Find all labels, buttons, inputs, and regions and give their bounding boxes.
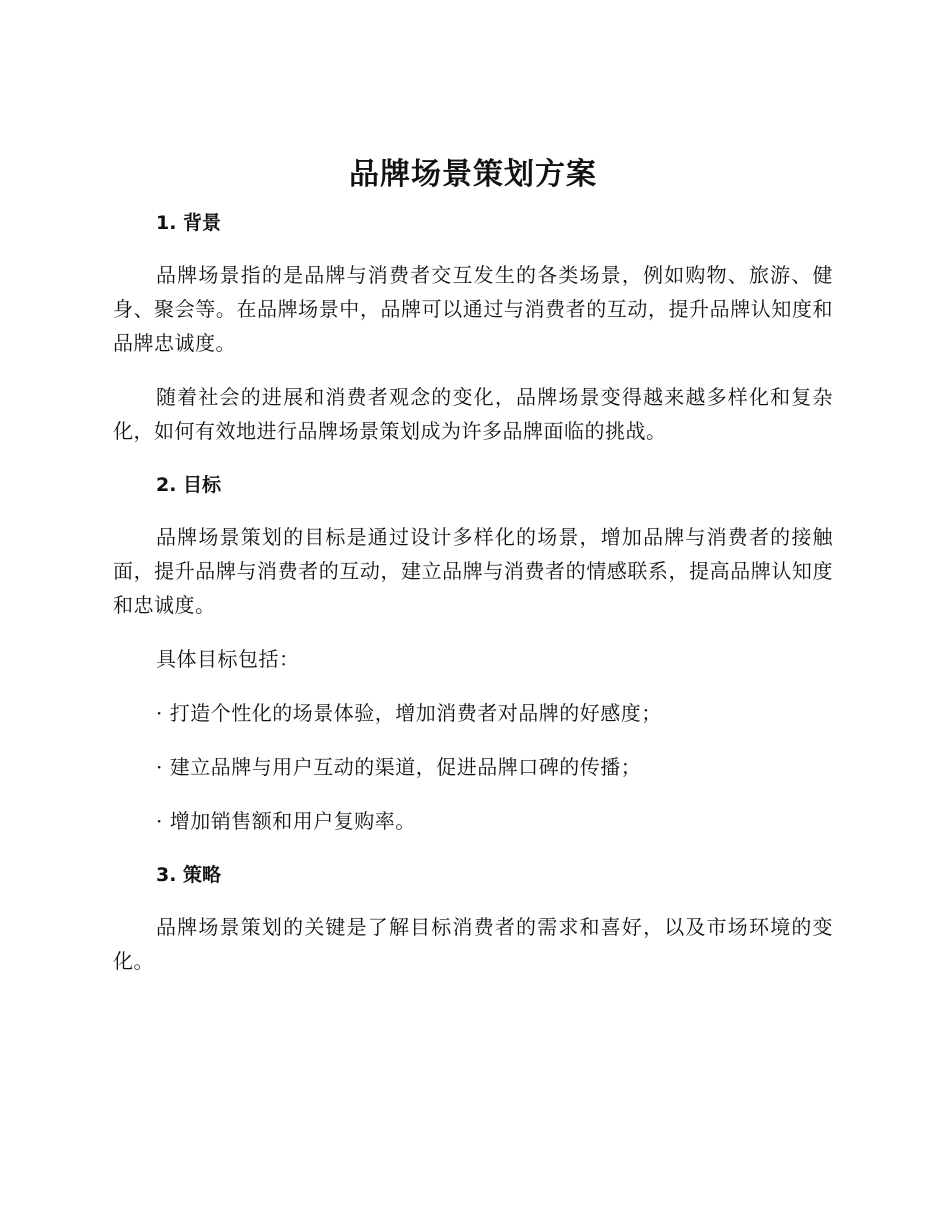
paragraph: 品牌场景策划的目标是通过设计多样化的场景，增加品牌与消费者的接触面，提升品牌与消费者的互动，建立品牌与消费者的情感联系，提高品牌认知度和忠诚度。 (113, 525, 833, 617)
list-item: · 打造个性化的场景体验，增加消费者对品牌的好感度； (156, 701, 662, 725)
paragraph: 品牌场景策划的关键是了解目标消费者的需求和喜好，以及市场环境的变化。 (113, 915, 833, 973)
paragraph: 随着社会的进展和消费者观念的变化，品牌场景变得越来越多样化和复杂化，如何有效地进行品牌场景策划成为许多品牌面临的挑战。 (113, 385, 833, 443)
paragraph: 品牌场景指的是品牌与消费者交互发生的各类场景，例如购物、旅游、健身、聚会等。在品牌场景中，品牌可以通过与消费者的互动，提升品牌认知度和品牌忠诚度。 (113, 263, 833, 355)
list-intro: 具体目标包括： (156, 647, 300, 671)
list-item: · 建立品牌与用户互动的渠道，促进品牌口碑的传播； (156, 755, 642, 779)
section-heading-background: 1. 背景 (156, 212, 222, 234)
document-title: 品牌场景策划方案 (349, 157, 597, 192)
section-heading-strategy: 3. 策略 (156, 864, 222, 886)
document-page (113, 148, 833, 978)
list-item: · 增加销售额和用户复购率。 (156, 809, 416, 833)
section-heading-goals: 2. 目标 (156, 474, 222, 496)
